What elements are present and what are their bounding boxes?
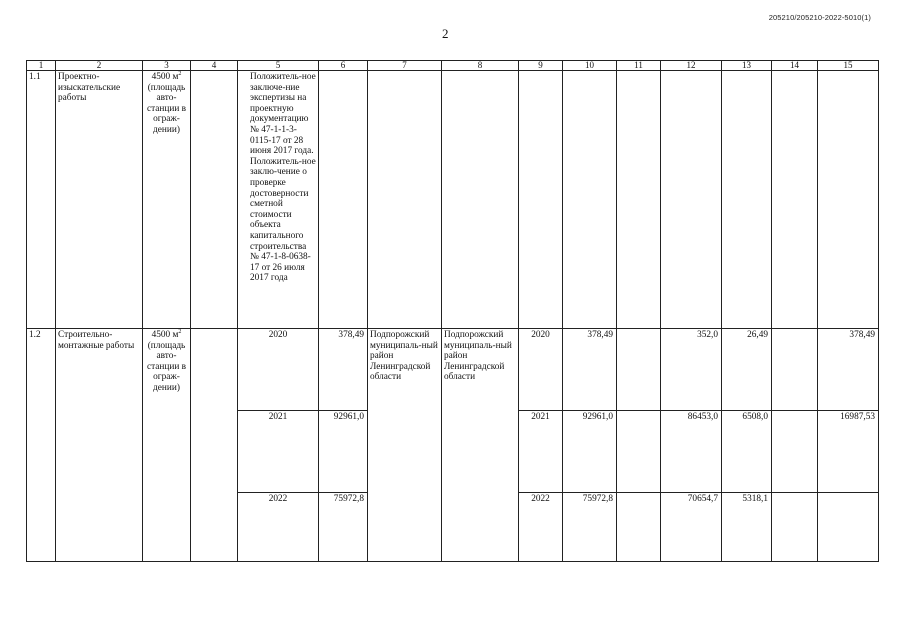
work-name: Проектно-изыскательские работы [56, 71, 143, 329]
customer-cell: Подпорожский муниципаль-ный район Ленинградской области [368, 329, 442, 562]
value-cell: 6508,0 [722, 411, 772, 493]
empty-cell [661, 71, 722, 329]
empty-cell [563, 71, 617, 329]
value-cell: 378,49 [818, 329, 879, 411]
col-header: 8 [442, 61, 519, 71]
value-cell [617, 329, 661, 411]
empty-cell [772, 71, 818, 329]
value-cell [772, 329, 818, 411]
table-row [27, 71, 879, 329]
year-cell: 2022 [519, 493, 563, 562]
value-cell: 26,49 [722, 329, 772, 411]
work-name: Строительно-монтажные работы [56, 329, 143, 562]
capacity-cell [143, 71, 191, 329]
capacity-value: 4500 м [151, 330, 179, 340]
year-cell: 2021 [519, 411, 563, 493]
value-cell [617, 493, 661, 562]
document-id: 205210/205210-2022-5010(1) [768, 13, 871, 22]
empty-cell [722, 71, 772, 329]
col-header: 5 [238, 61, 319, 71]
value-cell: 86453,0 [661, 411, 722, 493]
empty-cell [442, 71, 519, 329]
row-number: 1.1 [27, 71, 56, 329]
cost-cell: 75972,8 [319, 493, 368, 562]
year-cell: 2020 [519, 329, 563, 411]
col-header: 4 [191, 61, 238, 71]
year-cell: 2022 [238, 493, 319, 562]
capacity-note: (площадь авто-станции в ограж-дении) [146, 340, 187, 393]
capacity-unit-sup: 2 [178, 328, 182, 335]
col-header: 12 [661, 61, 722, 71]
developer-cell: Подпорожский муниципаль-ный район Ленинградской области [442, 329, 519, 562]
empty-cell [368, 71, 442, 329]
col-header: 6 [319, 61, 368, 71]
value-cell: 70654,7 [661, 493, 722, 562]
col-header: 10 [563, 61, 617, 71]
total-cell: 92961,0 [563, 411, 617, 493]
cost-cell: 92961,0 [319, 411, 368, 493]
empty-cell [191, 329, 238, 562]
empty-cell [818, 71, 879, 329]
col-header: 7 [368, 61, 442, 71]
capacity-cell [143, 329, 191, 562]
value-cell [617, 411, 661, 493]
empty-cell [319, 71, 368, 329]
table-row [27, 329, 879, 411]
col-header: 1 [27, 61, 56, 71]
value-cell: 352,0 [661, 329, 722, 411]
col-header: 15 [818, 61, 879, 71]
cost-cell: 378,49 [319, 329, 368, 411]
row-number: 1.2 [27, 329, 56, 562]
col-header: 13 [722, 61, 772, 71]
empty-cell [617, 71, 661, 329]
expertise-text: Положитель-ное заключе-ние экспертизы на проектную документацию № 47-1-1-3-0115-17 от 28 июня 2017 года. Положитель-ное заклю-чение о проверке достоверности сметной стоимости объекта капитального строительства № 47-1-8-0638-17 от 26 июля 2017 года [238, 71, 319, 329]
page-number: 2 [442, 26, 449, 41]
header-row [27, 61, 879, 71]
total-cell: 75972,8 [563, 493, 617, 562]
capacity-value: 4500 м [151, 72, 179, 82]
year-cell: 2021 [238, 411, 319, 493]
value-cell: 16987,53 [818, 411, 879, 493]
col-header: 2 [56, 61, 143, 71]
empty-cell [519, 71, 563, 329]
col-header: 14 [772, 61, 818, 71]
value-cell [818, 493, 879, 562]
col-header: 11 [617, 61, 661, 71]
year-cell: 2020 [238, 329, 319, 411]
col-header: 9 [519, 61, 563, 71]
col-header: 3 [143, 61, 191, 71]
capacity-unit-sup: 2 [178, 70, 182, 77]
empty-cell [191, 71, 238, 329]
investment-table [26, 60, 879, 562]
capacity-note: (площадь авто-станции в ограж-дении) [146, 82, 187, 135]
value-cell [772, 411, 818, 493]
value-cell [772, 493, 818, 562]
value-cell: 5318,1 [722, 493, 772, 562]
total-cell: 378,49 [563, 329, 617, 411]
